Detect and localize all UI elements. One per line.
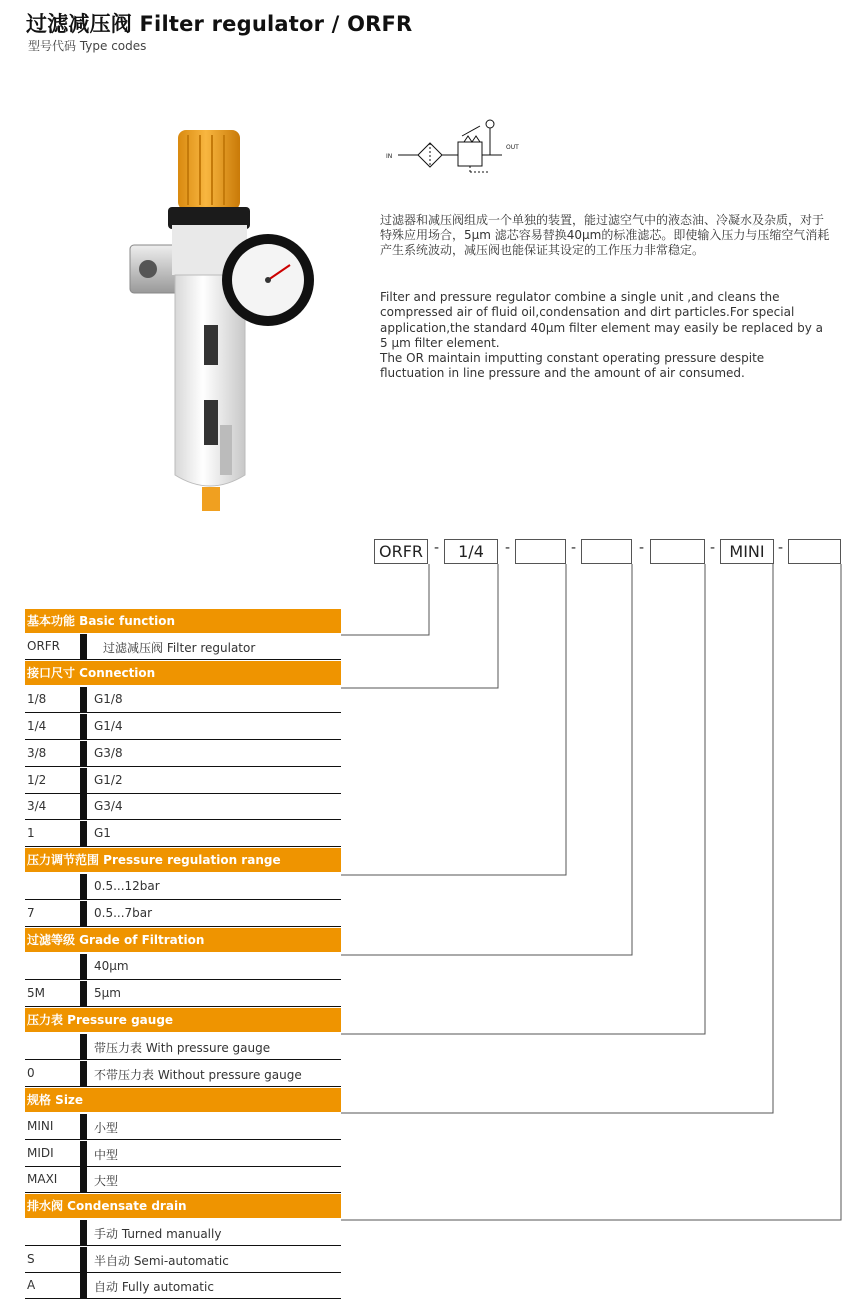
page-subtitle: 型号代码 Type codes (28, 39, 147, 53)
row-divider (80, 1220, 87, 1245)
row-code: MAXI (27, 1172, 58, 1186)
table-row (25, 981, 341, 1007)
row-code: MIDI (27, 1146, 54, 1160)
table-row (25, 821, 341, 847)
row-divider (80, 741, 87, 766)
code-box-basic: ORFR (374, 539, 428, 564)
row-divider (80, 714, 87, 739)
row-description: 40μm (94, 959, 129, 973)
table-row (25, 901, 341, 927)
row-description: G1/2 (94, 773, 123, 787)
description-english-2: The OR maintain imputting constant operating pressure despite fluctuation in line pressure and the amount of air consumed. (380, 351, 765, 381)
code-separator: - (505, 540, 511, 556)
row-divider (80, 1247, 87, 1272)
page-title: 过滤减压阀 Filter regulator / ORFR (26, 12, 413, 36)
table-row (25, 954, 341, 980)
table-row (25, 634, 341, 660)
section-header-size: 规格 Size (25, 1088, 341, 1112)
table-row (25, 1273, 341, 1299)
table-row (25, 768, 341, 794)
section-header-pressure-gauge: 压力表 Pressure gauge (25, 1008, 341, 1032)
symbol-out-label: OUT (506, 144, 519, 151)
symbol-in-label: IN (386, 153, 393, 160)
row-description: 5μm (94, 986, 121, 1000)
table-row (25, 1061, 341, 1087)
row-divider (80, 1141, 87, 1166)
table-row (25, 714, 341, 740)
table-row (25, 1247, 341, 1273)
row-description: 大型 (94, 1174, 119, 1188)
section-header-condensate-drain: 排水阀 Condensate drain (25, 1194, 341, 1218)
row-divider (80, 901, 87, 926)
table-row (25, 794, 341, 820)
row-divider (80, 1167, 87, 1192)
table-row (25, 874, 341, 900)
code-box-gauge (650, 539, 705, 564)
code-box-filtration (581, 539, 632, 564)
row-divider (80, 1273, 87, 1298)
table-row (25, 741, 341, 767)
code-separator: - (639, 540, 645, 556)
row-description: 中型 (94, 1148, 119, 1162)
code-separator: - (434, 540, 440, 556)
row-description: 0.5...12bar (94, 879, 160, 893)
row-description: 带压力表 With pressure gauge (94, 1041, 271, 1055)
filter-regulator-photo (120, 125, 330, 525)
row-divider (80, 794, 87, 819)
row-description: G1 (94, 826, 111, 840)
row-divider (80, 1034, 87, 1059)
table-row (25, 1114, 341, 1140)
table-row (25, 687, 341, 713)
code-separator: - (778, 540, 784, 556)
row-divider (80, 687, 87, 712)
row-code: 1 (27, 826, 35, 840)
table-row (25, 1034, 341, 1060)
row-divider (80, 874, 87, 899)
section-header-pressure-range: 压力调节范围 Pressure regulation range (25, 848, 341, 872)
code-box-pressure (515, 539, 566, 564)
row-code: 1/8 (27, 692, 47, 706)
row-divider (80, 634, 87, 659)
table-row (25, 1220, 341, 1246)
row-divider (80, 1114, 87, 1139)
row-description: 手动 Turned manually (94, 1227, 222, 1241)
description-chinese: 过滤器和减压阀组成一个单独的装置，能过滤空气中的液态油、冷凝水及杂质，对于特殊应用场合，5μm 滤芯容易替换40μm的标准滤芯。即使输入压力与压缩空气消耗产生系统波动，减压阀也能保证其设定的工作压力非常稳定。 (380, 213, 830, 257)
code-box-drain (788, 539, 841, 564)
row-code: 0 (27, 1066, 35, 1080)
row-code: 1/2 (27, 773, 47, 787)
section-header-filtration: 过滤等级 Grade of Filtration (25, 928, 341, 952)
row-code: 3/8 (27, 746, 47, 760)
row-code: 7 (27, 906, 35, 920)
row-description: G1/8 (94, 692, 123, 706)
row-description: 不带压力表 Without pressure gauge (94, 1068, 302, 1082)
row-description: 过滤减压阀 Filter regulator (103, 641, 256, 655)
row-divider (80, 768, 87, 793)
code-box-connection: 1/4 (444, 539, 498, 564)
code-separator: - (571, 540, 577, 556)
row-code: 5M (27, 986, 45, 1000)
row-divider (80, 821, 87, 846)
row-description: G3/8 (94, 746, 123, 760)
section-header-connection: 接口尺寸 Connection (25, 661, 341, 685)
row-divider (80, 981, 87, 1006)
row-description: 小型 (94, 1121, 119, 1135)
description-english-1: Filter and pressure regulator combine a single unit ,and cleans the compressed air of fluid oil,condensation and dirt particles.For special application,the standard 40μm filter element may easily be replaced by a 5 μm filter element. (380, 290, 823, 350)
description-english (380, 290, 830, 382)
row-description: G1/4 (94, 719, 123, 733)
row-code: A (27, 1278, 36, 1292)
table-row (25, 1141, 341, 1167)
row-code: ORFR (27, 639, 61, 653)
row-description: 自动 Fully automatic (94, 1280, 214, 1294)
code-separator: - (710, 540, 716, 556)
row-description: 0.5...7bar (94, 906, 153, 920)
row-code: MINI (27, 1119, 54, 1133)
row-description: G3/4 (94, 799, 123, 813)
pneumatic-symbol (384, 116, 534, 176)
row-code: 1/4 (27, 719, 47, 733)
row-divider (80, 954, 87, 979)
row-code: S (27, 1252, 35, 1266)
code-box-size: MINI (720, 539, 774, 564)
section-header-basic-function: 基本功能 Basic function (25, 609, 341, 633)
table-row (25, 1167, 341, 1193)
row-description: 半自动 Semi-automatic (94, 1254, 229, 1268)
row-divider (80, 1061, 87, 1086)
row-code: 3/4 (27, 799, 47, 813)
